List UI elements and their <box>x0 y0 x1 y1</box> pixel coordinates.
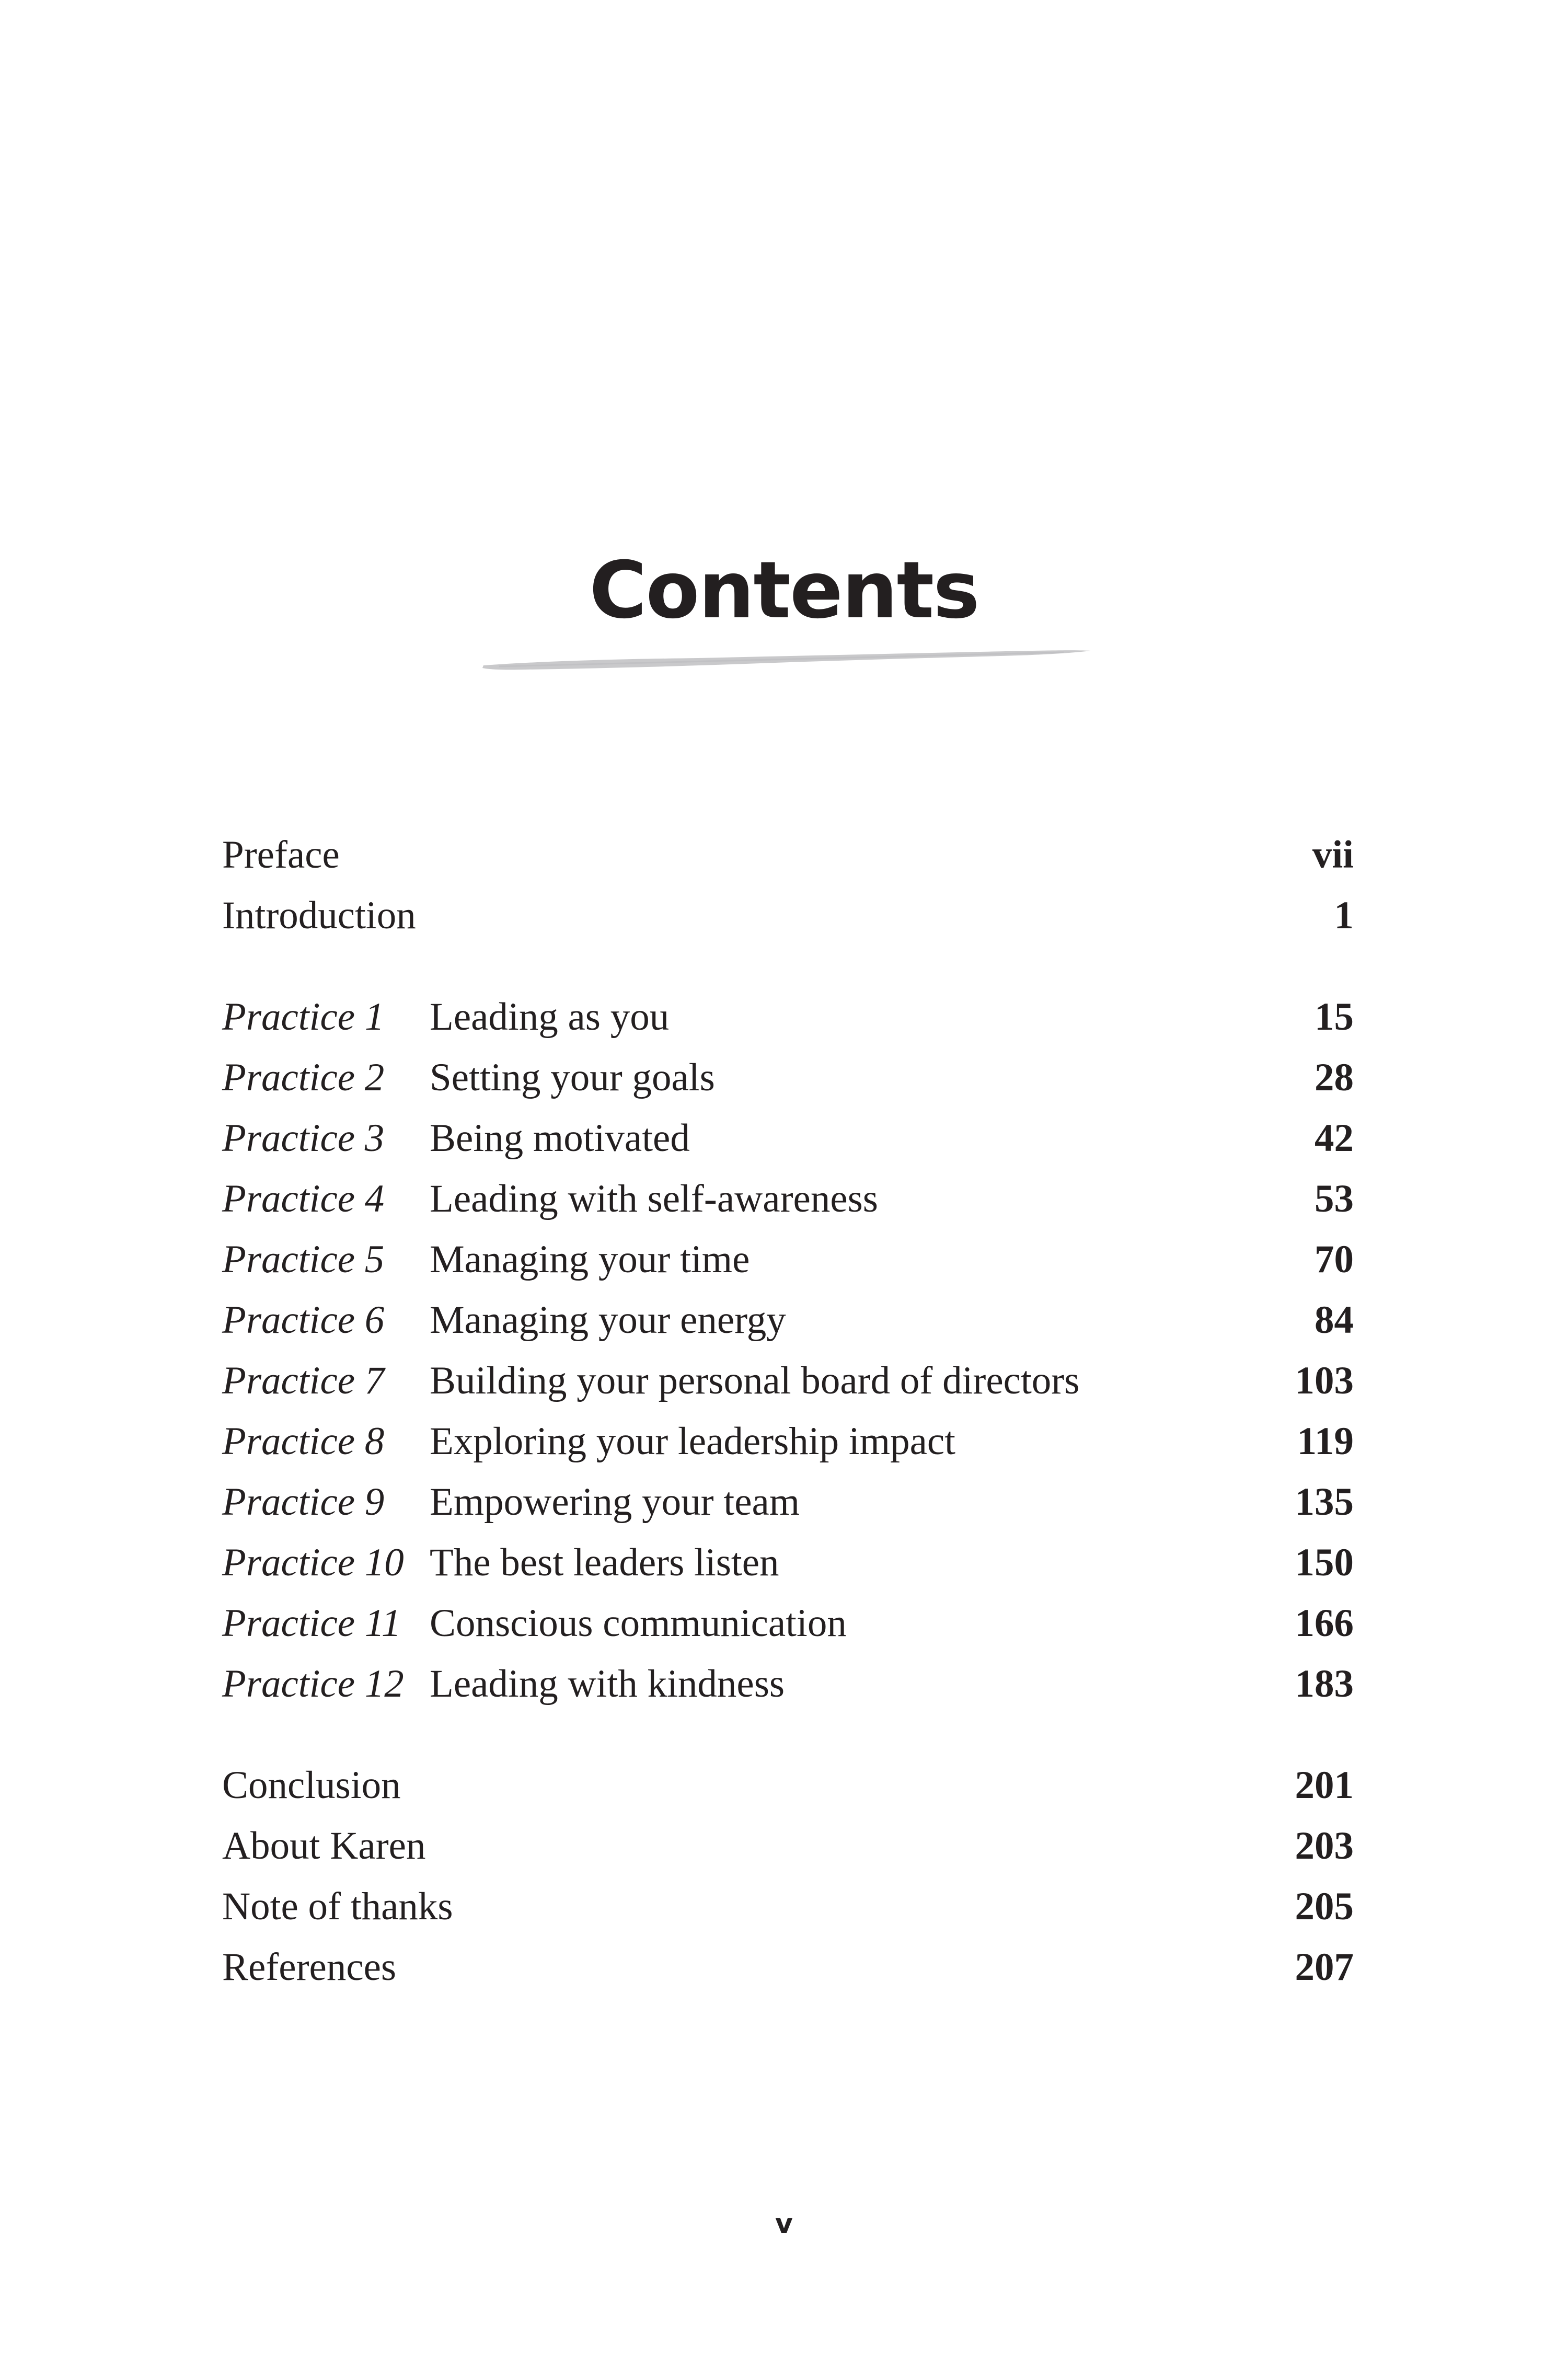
toc-page-number: 205 <box>1295 1885 1354 1928</box>
toc-row-practice-3[interactable] <box>222 1108 1354 1169</box>
toc-row-practice-11[interactable] <box>222 1593 1354 1654</box>
toc-practice-number: Practice 12 <box>222 1662 404 1706</box>
toc-row-practice-12[interactable] <box>222 1654 1354 1714</box>
toc-practice-number: Practice 4 <box>222 1177 385 1220</box>
toc-entry-label: Conclusion <box>222 1764 401 1807</box>
toc-row-practice-4[interactable] <box>222 1169 1354 1229</box>
toc-entry-label: About Karen <box>222 1824 426 1868</box>
toc-entry-label: Note of thanks <box>222 1885 453 1928</box>
toc-page-number: 207 <box>1295 1945 1354 1989</box>
toc-page-number: 28 <box>1315 1056 1354 1099</box>
toc-chapter-title: Leading as you <box>430 995 670 1039</box>
page-folio: v <box>775 2208 793 2240</box>
title-brush-underline <box>478 646 1095 677</box>
toc-page-number: 70 <box>1315 1238 1354 1281</box>
toc-chapter-title: Leading with kindness <box>430 1662 785 1706</box>
toc-chapter-title: Conscious communication <box>430 1601 847 1645</box>
toc-row-conclusion[interactable] <box>222 1755 1354 1816</box>
toc-chapter-title: Building your personal board of directors <box>430 1359 1080 1402</box>
toc-practice-number: Practice 5 <box>222 1238 385 1281</box>
toc-practice-number: Practice 8 <box>222 1420 385 1463</box>
toc-page-number: vii <box>1312 833 1354 877</box>
toc-practice-number: Practice 9 <box>222 1480 385 1524</box>
toc-row-references[interactable] <box>222 1937 1354 1998</box>
toc-page-number: 201 <box>1295 1764 1354 1807</box>
toc-row-practice-2[interactable] <box>222 1047 1354 1108</box>
toc-practice-number: Practice 10 <box>222 1541 404 1584</box>
toc-row-introduction[interactable] <box>222 885 1354 946</box>
toc-row-practice-10[interactable] <box>222 1533 1354 1593</box>
toc-entry-label: Introduction <box>222 894 416 937</box>
toc-row-practice-5[interactable] <box>222 1229 1354 1290</box>
toc-chapter-title: Managing your time <box>430 1238 750 1281</box>
toc-practice-number: Practice 7 <box>222 1359 385 1402</box>
toc-page-number: 166 <box>1295 1601 1354 1645</box>
toc-page-number: 1 <box>1334 894 1354 937</box>
toc-page-number: 119 <box>1297 1420 1354 1463</box>
toc-row-note-of-thanks[interactable] <box>222 1876 1354 1937</box>
toc-page-number: 42 <box>1315 1116 1354 1160</box>
toc-page-number: 150 <box>1295 1541 1354 1584</box>
toc-page-number: 15 <box>1315 995 1354 1039</box>
toc-chapter-title: Being motivated <box>430 1116 690 1160</box>
toc-page-number: 183 <box>1295 1662 1354 1706</box>
toc-chapter-title: Empowering your team <box>430 1480 800 1524</box>
toc-row-practice-1[interactable] <box>222 987 1354 1047</box>
toc-practice-number: Practice 3 <box>222 1116 385 1160</box>
toc-page-number: 103 <box>1295 1359 1354 1402</box>
toc-practice-number: Practice 6 <box>222 1298 385 1342</box>
toc-page-number: 53 <box>1315 1177 1354 1220</box>
toc-chapter-title: Setting your goals <box>430 1056 715 1099</box>
toc-row-practice-6[interactable] <box>222 1290 1354 1351</box>
toc-practice-number: Practice 2 <box>222 1056 385 1099</box>
toc-entry-label: References <box>222 1945 397 1989</box>
toc-page-number: 203 <box>1295 1824 1354 1868</box>
toc-practice-number: Practice 1 <box>222 995 385 1039</box>
toc-chapter-title: The best leaders listen <box>430 1541 779 1584</box>
toc-chapter-title: Managing your energy <box>430 1298 786 1342</box>
page-title: Contents <box>589 545 979 636</box>
toc-page-number: 135 <box>1295 1480 1354 1524</box>
toc-row-practice-9[interactable] <box>222 1472 1354 1533</box>
toc-row-about-karen[interactable] <box>222 1816 1354 1876</box>
toc-chapter-title: Exploring your leadership impact <box>430 1420 955 1463</box>
brush-stroke-texture <box>499 652 1064 666</box>
toc-row-preface[interactable] <box>222 825 1354 885</box>
toc-row-practice-8[interactable] <box>222 1411 1354 1472</box>
toc-chapter-title: Leading with self-awareness <box>430 1177 878 1220</box>
toc-page-number: 84 <box>1315 1298 1354 1342</box>
toc-entry-label: Preface <box>222 833 340 877</box>
toc-practice-number: Practice 11 <box>222 1601 401 1645</box>
toc-row-practice-7[interactable] <box>222 1351 1354 1411</box>
